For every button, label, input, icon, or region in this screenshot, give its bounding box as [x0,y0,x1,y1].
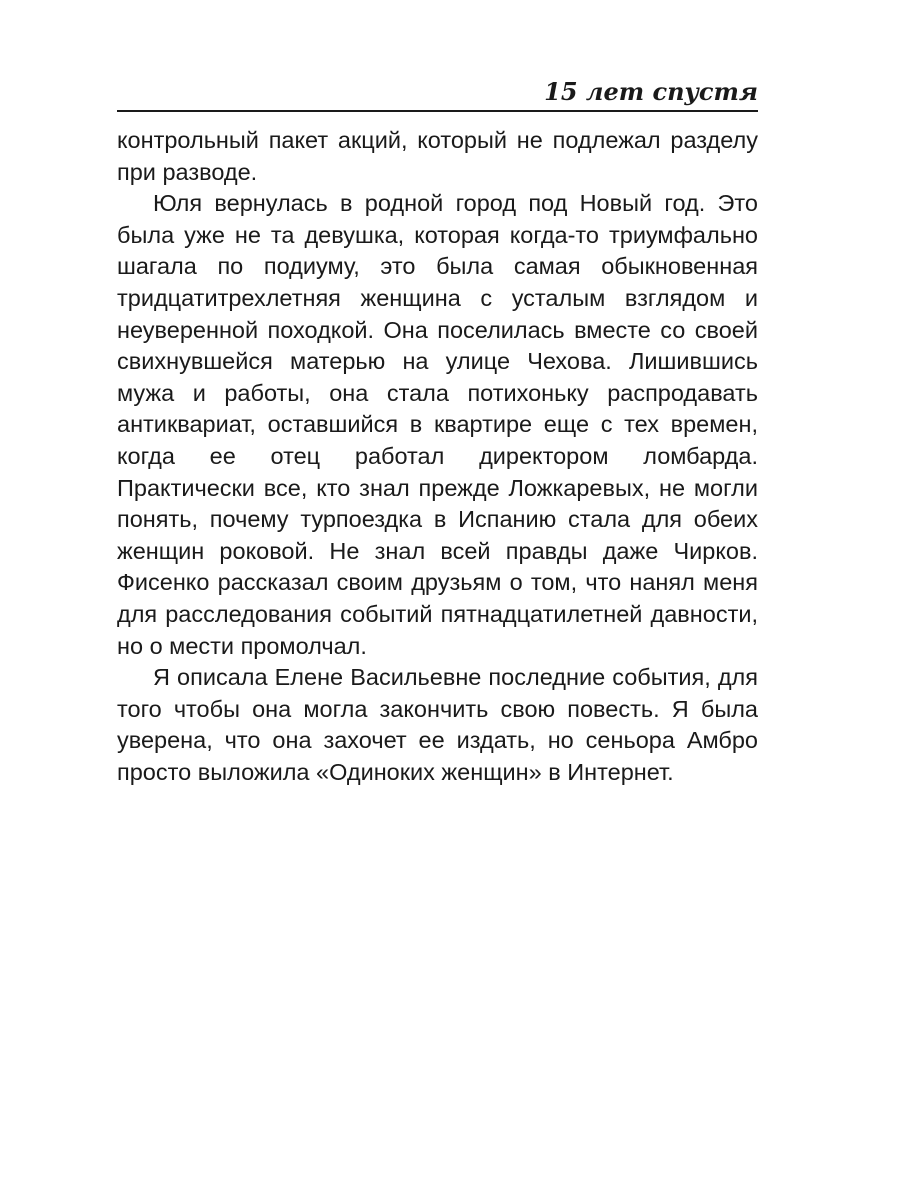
paragraph-3: Я описала Елене Васильевне последние события, для того чтобы она могла закончить свою повесть. Я была уверена, что она захочет ее издать, но сеньора Амбро просто выложила «Одиноких женщин» в Интернет. [117,664,758,785]
body-text [117,125,758,788]
paragraph-1: контрольный пакет акций, который не подлежал разделу при разводе. [117,127,758,185]
book-page [117,70,758,788]
running-title: 15 лет спустя [544,77,758,106]
running-header [117,70,758,112]
paragraph-2: Юля вернулась в родной город под Новый год. Это была уже не та девушка, которая когда-то триумфально шагала по подиуму, это была самая обыкновенная тридцатитрехлетняя женщина с усталым взглядом и неуверенной походкой. Она поселилась вместе со своей свихнувшейся матерью на улице Чехова. Лишившись мужа и работы, она стала потихоньку распродавать антиквариат, оставшийся в квартире еще с тех времен, когда ее отец работал директором ломбарда. Практически все, кто знал прежде Ложкаревых, не могли понять, почему турпоездка в Испанию стала для обеих женщин роковой. Не знал всей правды даже Чирков. Фисенко рассказал своим друзьям о том, что нанял меня для расследования событий пятнадцатилетней давности, но о мести промолчал. [117,190,758,659]
